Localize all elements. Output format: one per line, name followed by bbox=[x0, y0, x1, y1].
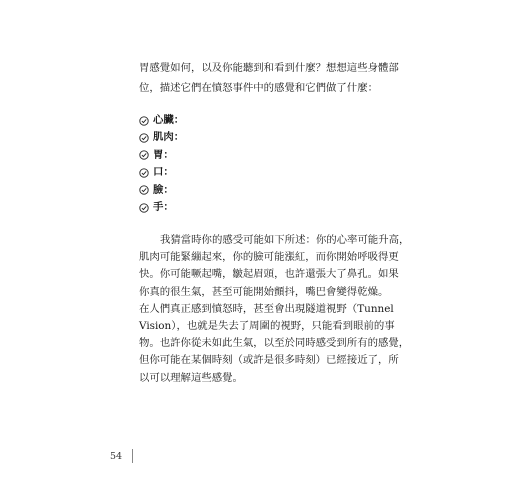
circled-check-icon bbox=[139, 150, 149, 160]
body-line: 物。也許你從未如此生氣，以至於同時感受到所有的感覺， bbox=[139, 337, 410, 350]
intro-line: 位，描述它們在憤怒事件中的感覺和它們做了什麼： bbox=[139, 82, 378, 94]
body-line: 肌肉可能緊繃起來，你的臉可能漲紅，而你開始呼吸得更 bbox=[139, 251, 399, 264]
checklist-label: 手： bbox=[153, 200, 174, 213]
page-number: 54 bbox=[110, 451, 123, 462]
body-part-checklist bbox=[139, 112, 184, 216]
checklist-item-face bbox=[139, 182, 184, 199]
body-line: 在人們真正感到憤怒時，甚至會出現隧道視野（Tunnel bbox=[139, 302, 394, 315]
checklist-item-muscles bbox=[139, 129, 184, 146]
circled-check-icon bbox=[139, 203, 149, 213]
body-line: 以可以理解這些感覺。 bbox=[139, 371, 243, 384]
checklist-item-heart bbox=[139, 112, 184, 129]
intro-line: 胃感覺如何，以及你能聽到和看到什麼？想想這些身體部 bbox=[139, 62, 399, 74]
body-line: Vision），也就是失去了周圍的視野，只能看到眼前的事 bbox=[139, 320, 395, 333]
circled-check-icon bbox=[139, 116, 149, 126]
checklist-label: 肌肉： bbox=[153, 131, 185, 144]
page-number-divider bbox=[132, 449, 133, 463]
checklist-item-mouth bbox=[139, 164, 184, 181]
body-line: 你真的很生氣，甚至可能開始顫抖，嘴巴會變得乾燥。 bbox=[139, 285, 389, 298]
intro-paragraph bbox=[139, 58, 399, 98]
checklist-item-hands bbox=[139, 199, 184, 216]
body-paragraph bbox=[139, 232, 410, 387]
checklist-label: 臉： bbox=[153, 183, 174, 196]
circled-check-icon bbox=[139, 168, 149, 178]
circled-check-icon bbox=[139, 133, 149, 143]
body-line: 但你可能在某個時刻（或許是很多時刻）已經接近了，所 bbox=[139, 354, 399, 367]
checklist-label: 口： bbox=[153, 166, 174, 179]
checklist-item-stomach bbox=[139, 147, 184, 164]
body-line: 快。你可能噘起嘴，皺起眉頭，也許還張大了鼻孔。如果 bbox=[139, 268, 399, 281]
circled-check-icon bbox=[139, 185, 149, 195]
checklist-label: 心臟： bbox=[153, 114, 185, 126]
checklist-label: 胃： bbox=[153, 148, 174, 161]
body-line: 我猜當時你的感受可能如下所述：你的心率可能升高， bbox=[160, 234, 410, 246]
